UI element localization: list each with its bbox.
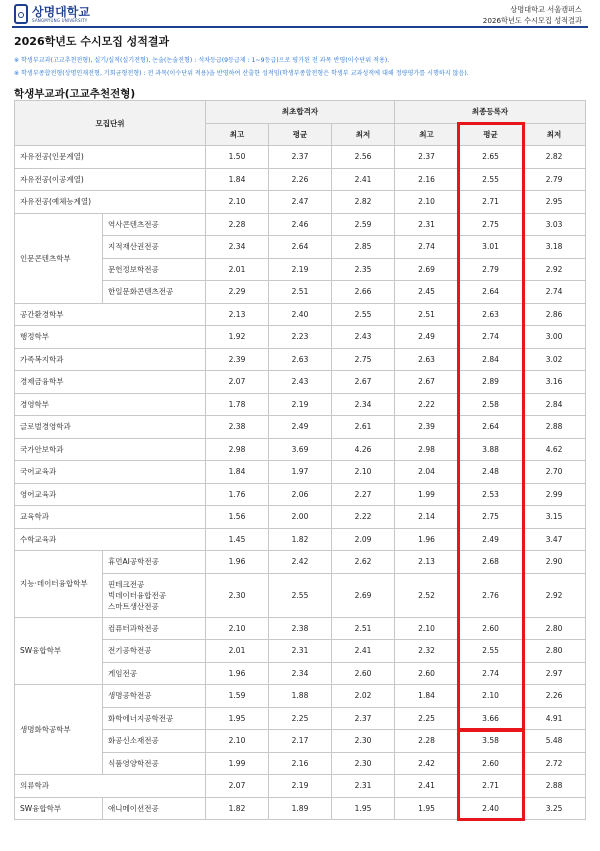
unit-cell: 국가안보학과 bbox=[15, 438, 206, 461]
value-cell: 2.01 bbox=[206, 258, 269, 281]
value-cell: 2.09 bbox=[332, 528, 395, 551]
unit-cell: 컴퓨터과학전공 bbox=[103, 617, 206, 640]
value-cell: 2.34 bbox=[269, 662, 332, 685]
value-cell: 2.16 bbox=[395, 168, 459, 191]
value-cell: 2.28 bbox=[206, 213, 269, 236]
value-cell: 2.35 bbox=[332, 258, 395, 281]
table-row bbox=[15, 303, 586, 326]
unit-cell: 지적재산권전공 bbox=[103, 236, 206, 259]
value-cell: 2.63 bbox=[269, 348, 332, 371]
table-row bbox=[15, 191, 586, 214]
value-cell: 2.68 bbox=[459, 551, 523, 574]
unit-cell: 글로벌경영학과 bbox=[15, 416, 206, 439]
value-cell: 2.29 bbox=[206, 281, 269, 304]
value-cell: 2.10 bbox=[395, 191, 459, 214]
value-cell: 2.63 bbox=[395, 348, 459, 371]
unit-cell: 경제금융학부 bbox=[15, 371, 206, 394]
value-cell: 2.45 bbox=[395, 281, 459, 304]
value-cell: 2.27 bbox=[332, 483, 395, 506]
value-cell: 2.99 bbox=[523, 483, 586, 506]
value-cell: 1.96 bbox=[206, 551, 269, 574]
value-cell: 2.80 bbox=[523, 640, 586, 663]
table-row bbox=[15, 326, 586, 349]
table-row bbox=[15, 461, 586, 484]
value-cell: 4.91 bbox=[523, 707, 586, 730]
value-cell: 2.31 bbox=[332, 775, 395, 798]
value-cell: 2.32 bbox=[395, 640, 459, 663]
group-cell: 인문콘텐츠학부 bbox=[15, 213, 103, 303]
table-row bbox=[15, 438, 586, 461]
page-title: 2026학년도 수시모집 성적결과 bbox=[14, 35, 170, 48]
table-row bbox=[15, 371, 586, 394]
unit-cell: 자유전공(이공계열) bbox=[15, 168, 206, 191]
group-cell: SW융합학부 bbox=[15, 617, 103, 685]
value-cell: 1.76 bbox=[206, 483, 269, 506]
value-cell: 2.55 bbox=[269, 573, 332, 617]
value-cell: 2.38 bbox=[269, 617, 332, 640]
value-cell: 4.26 bbox=[332, 438, 395, 461]
note-line: ※ 학생부교과(고교추천전형), 실기/실적(실기전형), 논술(논술전형) : 석차등급(9등급제 : 1~9등급)으로 평가된 전 과목 반영(이수단위 적용). bbox=[14, 57, 390, 64]
value-cell: 2.98 bbox=[206, 438, 269, 461]
value-cell: 1.96 bbox=[395, 528, 459, 551]
value-cell: 2.66 bbox=[332, 281, 395, 304]
value-cell: 1.95 bbox=[332, 797, 395, 820]
unit-line: 스마트생산전공 bbox=[108, 601, 159, 611]
note-line: ※ 학생부종합전형(상명인재전형, 기회균형전형) : 전 과목(이수단위 적용)을 반영하여 산출한 성적임(학생부종합전형은 학생부 교과성적에 대해 정량평가를 시행하지 않음). bbox=[14, 70, 469, 77]
value-cell: 2.49 bbox=[395, 326, 459, 349]
unit-line: 빅데이터융합전공 bbox=[108, 590, 166, 600]
value-cell: 2.02 bbox=[332, 685, 395, 708]
value-cell: 2.19 bbox=[269, 393, 332, 416]
value-cell: 2.49 bbox=[269, 416, 332, 439]
unit-cell: 교육학과 bbox=[15, 506, 206, 529]
unit-cell: 화공신소재전공 bbox=[103, 730, 206, 753]
unit-cell: 의류학과 bbox=[15, 775, 206, 798]
header-doc-title: 2026학년도 수시모집 성적결과 bbox=[482, 16, 582, 25]
table-row bbox=[15, 528, 586, 551]
value-cell: 2.79 bbox=[459, 258, 523, 281]
value-cell: 2.56 bbox=[332, 146, 395, 169]
value-cell: 1.84 bbox=[206, 168, 269, 191]
value-cell: 2.74 bbox=[395, 236, 459, 259]
value-cell: 2.71 bbox=[459, 191, 523, 214]
value-cell: 2.55 bbox=[332, 303, 395, 326]
value-cell: 3.16 bbox=[523, 371, 586, 394]
value-cell: 2.67 bbox=[395, 371, 459, 394]
value-cell: 3.66 bbox=[459, 707, 523, 730]
value-cell: 2.80 bbox=[523, 617, 586, 640]
value-cell: 2.04 bbox=[395, 461, 459, 484]
value-cell: 2.10 bbox=[206, 730, 269, 753]
value-cell: 2.34 bbox=[206, 236, 269, 259]
value-cell: 2.19 bbox=[269, 258, 332, 281]
value-cell: 3.15 bbox=[523, 506, 586, 529]
unit-cell: 식품영양학전공 bbox=[103, 752, 206, 775]
value-cell: 2.13 bbox=[395, 551, 459, 574]
logo-emblem-icon bbox=[14, 4, 28, 24]
unit-cell: 한일문화콘텐츠전공 bbox=[103, 281, 206, 304]
value-cell: 2.26 bbox=[269, 168, 332, 191]
value-cell: 2.13 bbox=[206, 303, 269, 326]
value-cell: 2.38 bbox=[206, 416, 269, 439]
value-cell: 2.92 bbox=[523, 258, 586, 281]
value-cell: 2.10 bbox=[206, 191, 269, 214]
col-header-max: 최고 bbox=[395, 123, 459, 146]
value-cell: 2.74 bbox=[523, 281, 586, 304]
value-cell: 2.60 bbox=[459, 752, 523, 775]
unit-cell: 게임전공 bbox=[103, 662, 206, 685]
header-divider bbox=[12, 26, 588, 28]
unit-cell: 경영학부 bbox=[15, 393, 206, 416]
value-cell: 2.39 bbox=[206, 348, 269, 371]
value-cell: 2.10 bbox=[332, 461, 395, 484]
value-cell: 2.92 bbox=[523, 573, 586, 617]
value-cell: 1.96 bbox=[206, 662, 269, 685]
col-header-min: 최저 bbox=[523, 123, 586, 146]
table-row bbox=[15, 551, 586, 574]
value-cell: 3.47 bbox=[523, 528, 586, 551]
value-cell: 2.60 bbox=[459, 617, 523, 640]
value-cell: 1.99 bbox=[395, 483, 459, 506]
table-row bbox=[15, 146, 586, 169]
value-cell: 2.79 bbox=[523, 168, 586, 191]
value-cell: 1.59 bbox=[206, 685, 269, 708]
value-cell: 2.07 bbox=[206, 371, 269, 394]
value-cell: 2.41 bbox=[332, 168, 395, 191]
value-cell: 2.37 bbox=[269, 146, 332, 169]
value-cell: 2.42 bbox=[395, 752, 459, 775]
value-cell: 2.69 bbox=[332, 573, 395, 617]
value-cell: 2.67 bbox=[332, 371, 395, 394]
value-cell: 3.88 bbox=[459, 438, 523, 461]
value-cell: 1.84 bbox=[206, 461, 269, 484]
value-cell: 2.60 bbox=[395, 662, 459, 685]
value-cell: 2.86 bbox=[523, 303, 586, 326]
value-cell: 2.69 bbox=[395, 258, 459, 281]
group-cell: 생명화학공학부 bbox=[15, 685, 103, 775]
university-logo bbox=[14, 4, 90, 24]
unit-cell: 영어교육과 bbox=[15, 483, 206, 506]
value-cell: 2.30 bbox=[206, 573, 269, 617]
table-row bbox=[15, 348, 586, 371]
value-cell: 2.51 bbox=[269, 281, 332, 304]
table-row bbox=[15, 775, 586, 798]
col-header-max: 최고 bbox=[206, 123, 269, 146]
value-cell: 1.89 bbox=[269, 797, 332, 820]
unit-cell bbox=[103, 573, 206, 617]
value-cell: 2.25 bbox=[395, 707, 459, 730]
value-cell: 2.74 bbox=[459, 326, 523, 349]
value-cell: 2.72 bbox=[523, 752, 586, 775]
table-body bbox=[15, 146, 586, 820]
col-group-initial: 최초합격자 bbox=[206, 101, 395, 124]
unit-cell: 문헌정보학전공 bbox=[103, 258, 206, 281]
col-header-avg: 평균 bbox=[459, 123, 523, 146]
value-cell: 2.59 bbox=[332, 213, 395, 236]
table-row bbox=[15, 797, 586, 820]
value-cell: 2.88 bbox=[523, 775, 586, 798]
unit-cell: 화학에너지공학전공 bbox=[103, 707, 206, 730]
value-cell: 2.84 bbox=[523, 393, 586, 416]
value-cell: 5.48 bbox=[523, 730, 586, 753]
value-cell: 2.48 bbox=[459, 461, 523, 484]
unit-cell: 행정학부 bbox=[15, 326, 206, 349]
value-cell: 2.63 bbox=[459, 303, 523, 326]
value-cell: 3.00 bbox=[523, 326, 586, 349]
value-cell: 2.65 bbox=[459, 146, 523, 169]
value-cell: 2.46 bbox=[269, 213, 332, 236]
value-cell: 2.97 bbox=[523, 662, 586, 685]
value-cell: 2.31 bbox=[269, 640, 332, 663]
unit-line: 핀테크전공 bbox=[108, 579, 145, 589]
value-cell: 2.34 bbox=[332, 393, 395, 416]
value-cell: 2.84 bbox=[459, 348, 523, 371]
value-cell: 2.16 bbox=[269, 752, 332, 775]
value-cell: 1.88 bbox=[269, 685, 332, 708]
value-cell: 1.95 bbox=[206, 707, 269, 730]
value-cell: 2.61 bbox=[332, 416, 395, 439]
value-cell: 2.23 bbox=[269, 326, 332, 349]
value-cell: 2.30 bbox=[332, 730, 395, 753]
value-cell: 2.28 bbox=[395, 730, 459, 753]
col-header-min: 최저 bbox=[332, 123, 395, 146]
col-header-avg: 평균 bbox=[269, 123, 332, 146]
value-cell: 2.55 bbox=[459, 168, 523, 191]
table-row bbox=[15, 617, 586, 640]
group-cell: SW융합학부 bbox=[15, 797, 103, 820]
logo-name: 상명대학교 bbox=[32, 4, 90, 19]
value-cell: 1.97 bbox=[269, 461, 332, 484]
value-cell: 2.41 bbox=[395, 775, 459, 798]
logo-subtitle: SANGMYUNG UNIVERSITY bbox=[32, 17, 88, 23]
value-cell: 2.64 bbox=[269, 236, 332, 259]
value-cell: 2.62 bbox=[332, 551, 395, 574]
value-cell: 2.26 bbox=[523, 685, 586, 708]
value-cell: 4.62 bbox=[523, 438, 586, 461]
unit-cell: 가족복지학과 bbox=[15, 348, 206, 371]
value-cell: 2.90 bbox=[523, 551, 586, 574]
group-cell: 지능·데이터융합학부 bbox=[15, 551, 103, 618]
unit-cell: 애니메이션전공 bbox=[103, 797, 206, 820]
value-cell: 2.37 bbox=[332, 707, 395, 730]
table-row bbox=[15, 213, 586, 236]
value-cell: 2.40 bbox=[269, 303, 332, 326]
value-cell: 2.75 bbox=[459, 506, 523, 529]
value-cell: 1.92 bbox=[206, 326, 269, 349]
value-cell: 1.99 bbox=[206, 752, 269, 775]
value-cell: 2.70 bbox=[523, 461, 586, 484]
value-cell: 2.10 bbox=[459, 685, 523, 708]
value-cell: 3.18 bbox=[523, 236, 586, 259]
value-cell: 2.82 bbox=[523, 146, 586, 169]
value-cell: 2.25 bbox=[269, 707, 332, 730]
value-cell: 2.53 bbox=[459, 483, 523, 506]
value-cell: 2.01 bbox=[206, 640, 269, 663]
unit-cell: 수학교육과 bbox=[15, 528, 206, 551]
value-cell: 2.22 bbox=[395, 393, 459, 416]
value-cell: 2.75 bbox=[332, 348, 395, 371]
unit-cell: 자유전공(예체능계열) bbox=[15, 191, 206, 214]
value-cell: 1.50 bbox=[206, 146, 269, 169]
value-cell: 1.45 bbox=[206, 528, 269, 551]
value-cell: 3.25 bbox=[523, 797, 586, 820]
unit-cell: 공간환경학부 bbox=[15, 303, 206, 326]
unit-cell: 휴먼AI공학전공 bbox=[103, 551, 206, 574]
unit-cell: 국어교육과 bbox=[15, 461, 206, 484]
value-cell: 2.39 bbox=[395, 416, 459, 439]
value-cell: 2.43 bbox=[332, 326, 395, 349]
value-cell: 2.60 bbox=[332, 662, 395, 685]
value-cell: 2.95 bbox=[523, 191, 586, 214]
value-cell: 2.58 bbox=[459, 393, 523, 416]
section-title: 학생부교과(고교추천전형) bbox=[14, 88, 136, 100]
value-cell: 2.30 bbox=[332, 752, 395, 775]
value-cell: 3.03 bbox=[523, 213, 586, 236]
value-cell: 2.76 bbox=[459, 573, 523, 617]
value-cell: 2.31 bbox=[395, 213, 459, 236]
value-cell: 2.14 bbox=[395, 506, 459, 529]
unit-cell: 전기공학전공 bbox=[103, 640, 206, 663]
value-cell: 1.78 bbox=[206, 393, 269, 416]
unit-cell: 자유전공(인문계열) bbox=[15, 146, 206, 169]
unit-cell: 생명공학전공 bbox=[103, 685, 206, 708]
value-cell: 2.88 bbox=[523, 416, 586, 439]
unit-cell: 역사콘텐츠전공 bbox=[103, 213, 206, 236]
value-cell: 3.58 bbox=[459, 730, 523, 753]
value-cell: 2.07 bbox=[206, 775, 269, 798]
value-cell: 2.41 bbox=[332, 640, 395, 663]
value-cell: 2.55 bbox=[459, 640, 523, 663]
value-cell: 2.19 bbox=[269, 775, 332, 798]
table-row bbox=[15, 685, 586, 708]
value-cell: 2.85 bbox=[332, 236, 395, 259]
value-cell: 2.06 bbox=[269, 483, 332, 506]
value-cell: 2.64 bbox=[459, 416, 523, 439]
col-group-final: 최종등록자 bbox=[395, 101, 586, 124]
results-table bbox=[14, 100, 586, 820]
value-cell: 2.43 bbox=[269, 371, 332, 394]
value-cell: 2.52 bbox=[395, 573, 459, 617]
value-cell: 3.01 bbox=[459, 236, 523, 259]
table-row bbox=[15, 168, 586, 191]
value-cell: 2.51 bbox=[332, 617, 395, 640]
value-cell: 2.10 bbox=[206, 617, 269, 640]
value-cell: 3.02 bbox=[523, 348, 586, 371]
value-cell: 1.95 bbox=[395, 797, 459, 820]
value-cell: 2.42 bbox=[269, 551, 332, 574]
value-cell: 2.82 bbox=[332, 191, 395, 214]
value-cell: 2.40 bbox=[459, 797, 523, 820]
table-row bbox=[15, 506, 586, 529]
table-row bbox=[15, 416, 586, 439]
value-cell: 2.74 bbox=[459, 662, 523, 685]
notes bbox=[14, 54, 594, 80]
value-cell: 2.47 bbox=[269, 191, 332, 214]
value-cell: 2.49 bbox=[459, 528, 523, 551]
value-cell: 2.75 bbox=[459, 213, 523, 236]
value-cell: 2.22 bbox=[332, 506, 395, 529]
table-row bbox=[15, 393, 586, 416]
value-cell: 1.82 bbox=[206, 797, 269, 820]
value-cell: 2.00 bbox=[269, 506, 332, 529]
col-header-unit: 모집단위 bbox=[15, 101, 206, 146]
value-cell: 2.64 bbox=[459, 281, 523, 304]
value-cell: 2.89 bbox=[459, 371, 523, 394]
value-cell: 1.56 bbox=[206, 506, 269, 529]
value-cell: 2.51 bbox=[395, 303, 459, 326]
value-cell: 2.17 bbox=[269, 730, 332, 753]
value-cell: 3.69 bbox=[269, 438, 332, 461]
value-cell: 2.98 bbox=[395, 438, 459, 461]
value-cell: 1.84 bbox=[395, 685, 459, 708]
value-cell: 2.71 bbox=[459, 775, 523, 798]
value-cell: 2.10 bbox=[395, 617, 459, 640]
header-right bbox=[483, 4, 582, 26]
value-cell: 1.82 bbox=[269, 528, 332, 551]
page-header bbox=[0, 0, 600, 30]
value-cell: 2.37 bbox=[395, 146, 459, 169]
table-row bbox=[15, 483, 586, 506]
header-campus: 상명대학교 서울캠퍼스 bbox=[510, 5, 582, 14]
